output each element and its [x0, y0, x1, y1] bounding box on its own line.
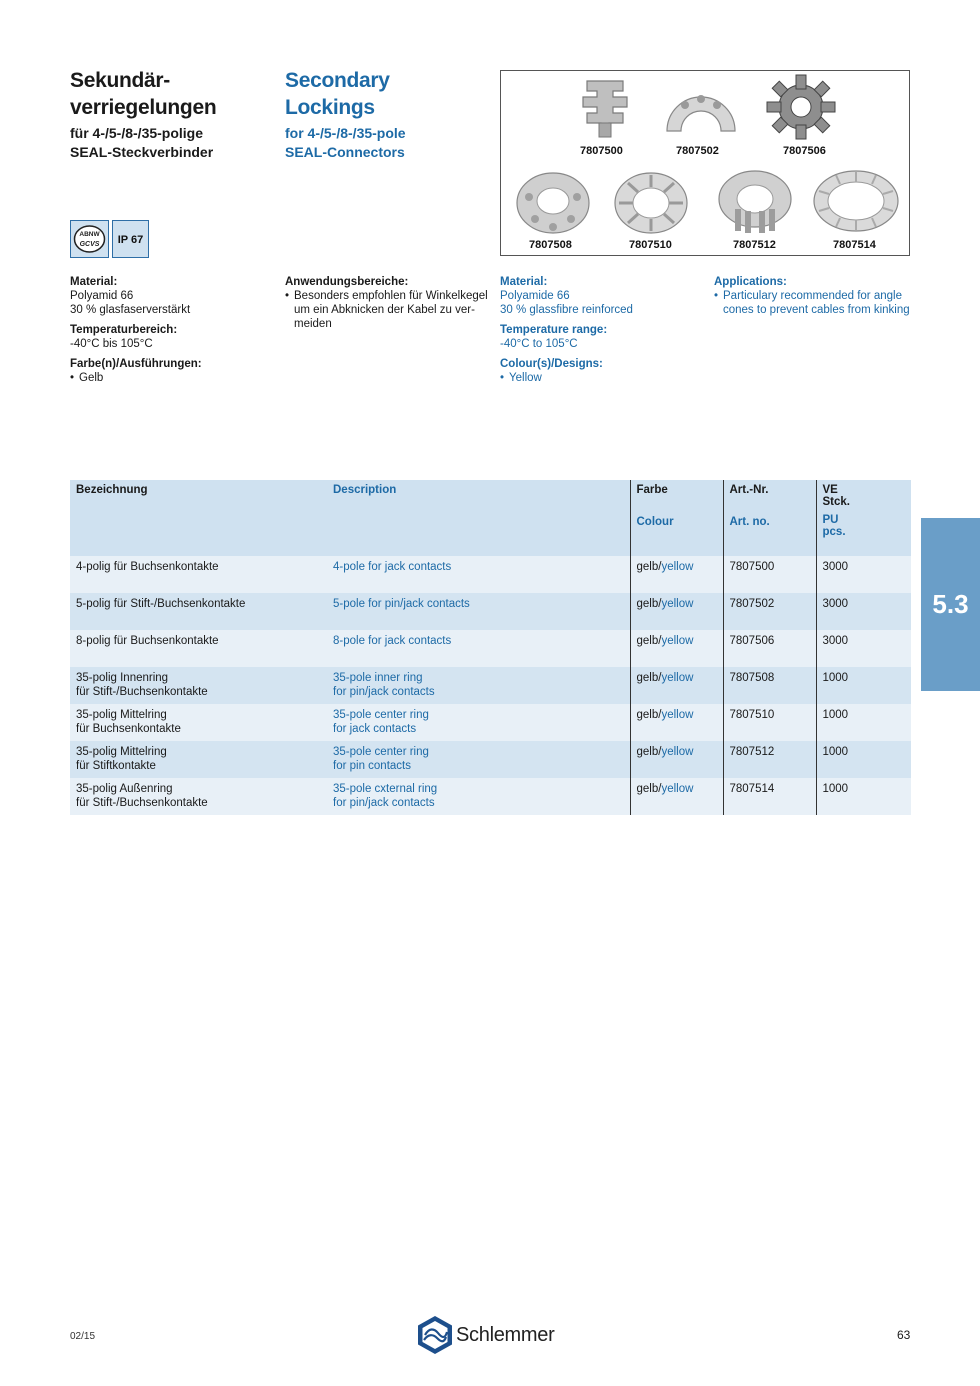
- table-row: [70, 593, 911, 630]
- subtitle-en-line1: for 4-/5-/8-/35-pole: [285, 125, 406, 141]
- table-row: [70, 704, 911, 741]
- part-label-7807500: 7807500: [580, 145, 623, 157]
- subtitle-de-line2: SEAL-Steckverbinder: [70, 144, 214, 160]
- part-label-7807506: 7807506: [783, 145, 826, 157]
- cell-colour-en: yellow: [661, 746, 694, 758]
- part-7807506-image: [763, 73, 839, 141]
- cell-article-number: [723, 593, 816, 630]
- product-image-panel: [500, 70, 910, 256]
- material-value-de-2: 30 % glasfaserverstärkt: [70, 304, 191, 316]
- cell-colour-en: yellow: [661, 783, 694, 795]
- cell-de-line2: für Stift-/Buchsenkontakte: [76, 797, 208, 809]
- header-artnr: [723, 480, 816, 556]
- table-row: [70, 630, 911, 667]
- cell-en-line1: 4-pole for jack contacts: [333, 561, 452, 573]
- cell-de-line1: 35-polig Mittelring: [76, 709, 167, 721]
- cell-description: [327, 556, 630, 593]
- cell-de-line2: für Stiftkontakte: [76, 760, 156, 772]
- cell-art-value: 7807508: [729, 672, 775, 684]
- temp-value-de: -40°C bis 105°C: [70, 338, 153, 350]
- cell-bezeichnung: [70, 556, 327, 593]
- cell-colour-en: yellow: [661, 561, 694, 573]
- cell-packing-unit: [816, 556, 911, 593]
- cell-de-line1: 5-polig für Stift-/Buchsenkontakte: [76, 598, 246, 610]
- part-label-7807510: 7807510: [629, 239, 672, 251]
- header-ve-pu: [816, 480, 911, 556]
- cell-farbe: gelb/: [636, 746, 662, 758]
- cell-colour: [630, 593, 723, 630]
- cell-de-line1: 35-polig Außenring: [76, 783, 173, 795]
- header-artnr-de: Art.-Nr.: [729, 484, 769, 496]
- cell-ve-value: 1000: [822, 783, 849, 795]
- cell-de-line1: 4-polig für Buchsenkontakte: [76, 561, 219, 573]
- cell-ve-value: 1000: [822, 672, 849, 684]
- cell-packing-unit: [816, 741, 911, 778]
- cell-bezeichnung: [70, 778, 327, 815]
- cell-description: [327, 741, 630, 778]
- header-artno-en: Art. no.: [729, 516, 770, 528]
- applications-de-line3: meiden: [294, 318, 332, 330]
- header-bezeichnung: Bezeichnung: [70, 480, 327, 556]
- title-en: [285, 67, 406, 162]
- cell-en-line1: 35-pole cxternal ring: [333, 783, 438, 795]
- page-number: 63: [897, 1328, 911, 1342]
- cell-en-line1: 35-pole center ring: [333, 709, 429, 721]
- cell-article-number: [723, 741, 816, 778]
- cell-en-line1: 35-pole inner ring: [333, 672, 423, 684]
- schlemmer-logo-icon: [416, 1315, 454, 1355]
- cert-logo-top-text: ABNW: [79, 231, 100, 238]
- cell-colour-en: yellow: [661, 598, 694, 610]
- header-description: Description: [327, 480, 630, 556]
- title-en-line2: Lockings: [285, 96, 375, 119]
- certification-badge: [70, 220, 109, 258]
- applications-de: [285, 275, 495, 331]
- cell-en-line1: 35-pole center ring: [333, 746, 429, 758]
- cell-description: [327, 667, 630, 704]
- title-de-line1: Sekundär-: [70, 69, 170, 92]
- cell-colour-en: yellow: [661, 672, 694, 684]
- cell-art-value: 7807514: [729, 783, 775, 795]
- part-7807514-image: [811, 167, 901, 235]
- colour-value-en: • Yellow: [500, 371, 705, 385]
- footer-logo: [416, 1315, 576, 1355]
- header-farbe-colour: [630, 480, 723, 556]
- part-7807512-image: [715, 165, 795, 237]
- temp-value-en: -40°C to 105°C: [500, 338, 578, 350]
- cell-packing-unit: [816, 667, 911, 704]
- part-7807508-image: [513, 167, 593, 237]
- cell-ve-value: 1000: [822, 709, 849, 721]
- cell-colour: [630, 667, 723, 704]
- cell-ve-value: 3000: [822, 561, 849, 573]
- product-table: [70, 480, 911, 815]
- cell-farbe: gelb/: [636, 561, 662, 573]
- table-row: [70, 778, 911, 815]
- cell-colour-en: yellow: [661, 635, 694, 647]
- part-label-7807514: 7807514: [833, 239, 876, 251]
- applications-label-en: Applications:: [714, 276, 787, 288]
- applications-de-line2: um ein Abknicken der Kabel zu ver-: [294, 304, 475, 316]
- table-row: [70, 741, 911, 778]
- cell-art-value: 7807502: [729, 598, 775, 610]
- cell-de-line1: 8-polig für Buchsenkontakte: [76, 635, 219, 647]
- header-ve: VE: [822, 484, 838, 496]
- title-en-line1: Secondary: [285, 69, 390, 92]
- cell-description: [327, 593, 630, 630]
- material-value-de-1: Polyamid 66: [70, 290, 134, 302]
- certification-logo-icon: [71, 221, 108, 257]
- cell-farbe: gelb/: [636, 672, 662, 684]
- cell-description: [327, 630, 630, 667]
- colour-label-en: Colour(s)/Designs:: [500, 358, 603, 370]
- cell-description: [327, 778, 630, 815]
- cell-colour: [630, 741, 723, 778]
- footer-date: 02/15: [70, 1331, 96, 1342]
- colour-value-de: • Gelb: [70, 371, 275, 385]
- cell-en-line1: 5-pole for pin/jack contacts: [333, 598, 470, 610]
- applications-en-line1: • Particulary recommended for angle: [714, 289, 914, 303]
- cell-description: [327, 704, 630, 741]
- applications-en-line2: cones to prevent cables from kinking: [723, 304, 910, 316]
- cell-de-line2: für Buchsenkontakte: [76, 723, 181, 735]
- part-label-7807502: 7807502: [676, 145, 719, 157]
- cell-article-number: [723, 630, 816, 667]
- cell-article-number: [723, 704, 816, 741]
- applications-en: [714, 275, 914, 317]
- part-label-7807512: 7807512: [733, 239, 776, 251]
- cell-bezeichnung: [70, 630, 327, 667]
- cell-en-line2: for pin contacts: [333, 760, 411, 772]
- cell-article-number: [723, 778, 816, 815]
- cell-bezeichnung: [70, 704, 327, 741]
- cell-ve-value: 3000: [822, 635, 849, 647]
- subtitle-de-line1: für 4-/5-/8-/35-polige: [70, 125, 204, 141]
- header-farbe: Farbe: [636, 484, 668, 496]
- cell-colour: [630, 704, 723, 741]
- cell-bezeichnung: [70, 667, 327, 704]
- applications-de-line1: • Besonders empfohlen für Winkelkegel: [285, 289, 495, 303]
- cell-farbe: gelb/: [636, 598, 662, 610]
- table-row: [70, 556, 911, 593]
- table-header-row: [70, 480, 911, 556]
- temp-label-en: Temperature range:: [500, 324, 608, 336]
- cell-packing-unit: [816, 778, 911, 815]
- title-de-line2: verriegelungen: [70, 96, 217, 119]
- temp-label-de: Temperaturbereich:: [70, 324, 178, 336]
- header-pu: PU: [822, 514, 839, 526]
- cell-art-value: 7807506: [729, 635, 775, 647]
- properties-en: [500, 275, 705, 385]
- material-value-en-2: 30 % glassfibre reinforced: [500, 304, 633, 316]
- subtitle-en-line2: SEAL-Connectors: [285, 144, 405, 160]
- title-de: [70, 67, 216, 162]
- cell-en-line2: for pin/jack contacts: [333, 797, 435, 809]
- cell-en-line2: for pin/jack contacts: [333, 686, 435, 698]
- header-pcs: pcs.: [822, 526, 846, 538]
- ip-rating-badge: IP 67: [112, 220, 149, 258]
- cell-bezeichnung: [70, 593, 327, 630]
- cell-colour: [630, 630, 723, 667]
- cell-ve-value: 1000: [822, 746, 849, 758]
- chapter-tab: 5.3: [921, 518, 980, 691]
- colour-label-de: Farbe(n)/Ausführungen:: [70, 358, 202, 370]
- cell-de-line1: 35-polig Innenring: [76, 672, 169, 684]
- cell-de-line2: für Stift-/Buchsenkontakte: [76, 686, 208, 698]
- cell-bezeichnung: [70, 741, 327, 778]
- cell-farbe: gelb/: [636, 783, 662, 795]
- cell-art-value: 7807512: [729, 746, 775, 758]
- cell-de-line1: 35-polig Mittelring: [76, 746, 167, 758]
- table-row: [70, 667, 911, 704]
- part-label-7807508: 7807508: [529, 239, 572, 251]
- cell-packing-unit: [816, 704, 911, 741]
- cell-farbe: gelb/: [636, 709, 662, 721]
- part-7807500-image: [579, 75, 631, 141]
- cell-art-value: 7807510: [729, 709, 775, 721]
- material-value-en-1: Polyamide 66: [500, 290, 570, 302]
- cell-colour-en: yellow: [661, 709, 694, 721]
- material-label-de: Material:: [70, 276, 118, 288]
- cert-logo-bottom-text: GCVS: [79, 241, 100, 248]
- cell-en-line1: 8-pole for jack contacts: [333, 635, 452, 647]
- part-7807502-image: [661, 81, 741, 137]
- cell-art-value: 7807500: [729, 561, 775, 573]
- cell-colour: [630, 778, 723, 815]
- cell-article-number: [723, 556, 816, 593]
- properties-de: [70, 275, 275, 385]
- header-stck: Stck.: [822, 496, 850, 508]
- applications-label-de: Anwendungsbereiche:: [285, 276, 409, 288]
- cell-ve-value: 3000: [822, 598, 849, 610]
- material-label-en: Material:: [500, 276, 548, 288]
- header-colour: Colour: [636, 516, 674, 528]
- cell-farbe: gelb/: [636, 635, 662, 647]
- cell-colour: [630, 556, 723, 593]
- cell-packing-unit: [816, 630, 911, 667]
- cell-en-line2: for jack contacts: [333, 723, 417, 735]
- cell-article-number: [723, 667, 816, 704]
- brand-name: Schlemmer: [456, 1324, 555, 1346]
- cell-packing-unit: [816, 593, 911, 630]
- part-7807510-image: [611, 167, 691, 237]
